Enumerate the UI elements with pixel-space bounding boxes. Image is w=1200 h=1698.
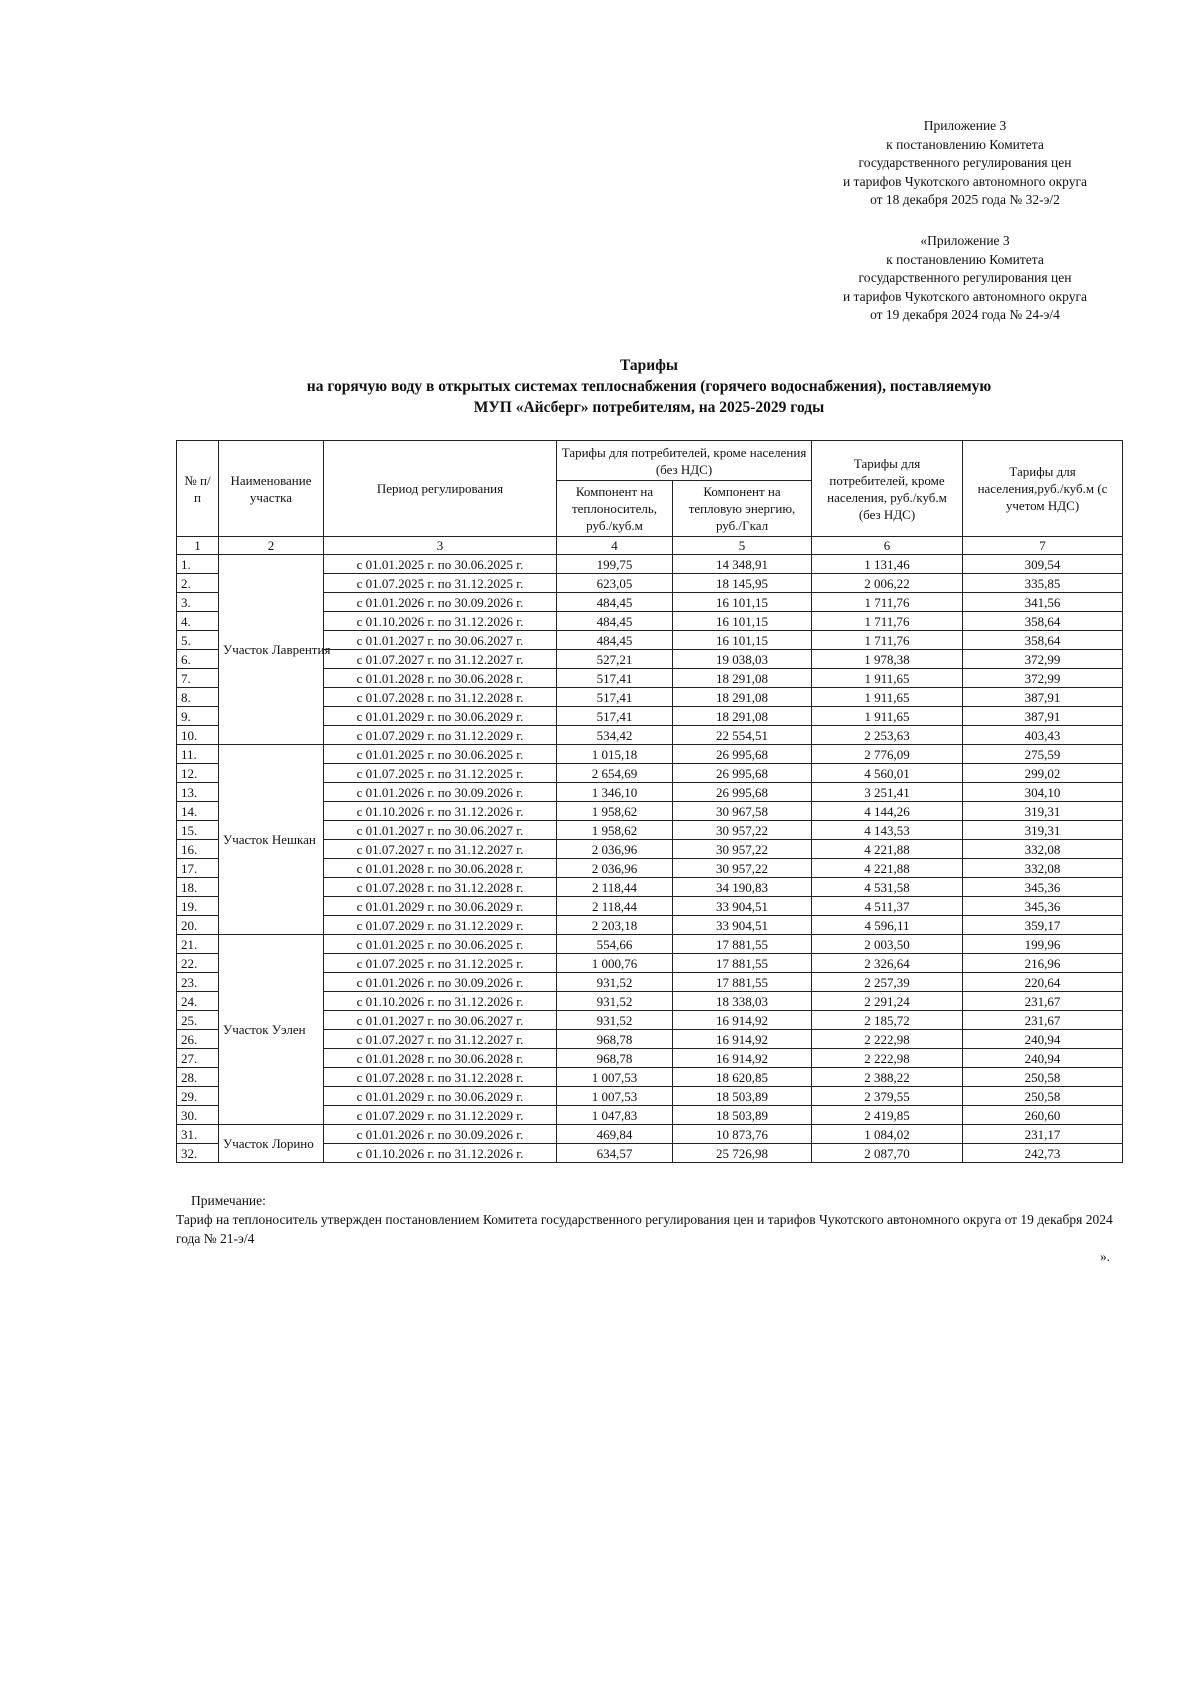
header-group: Тарифы для потребителей, кроме населения (без НДС) (557, 441, 812, 481)
consumers-cell: 2 776,09 (812, 745, 963, 764)
period-cell: с 01.01.2026 г. по 30.09.2026 г. (324, 973, 557, 992)
population-cell: 332,08 (963, 859, 1123, 878)
row-number: 5. (177, 631, 219, 650)
appendix-line: к постановлению Комитета (886, 136, 1044, 152)
carrier-cell: 554,66 (557, 935, 673, 954)
row-number: 24. (177, 992, 219, 1011)
population-cell: 387,91 (963, 688, 1123, 707)
population-cell: 332,08 (963, 840, 1123, 859)
title-line: на горячую воду в открытых системах теплоснабжения (горячего водоснабжения), поставляемую (306, 378, 992, 395)
title-line: МУП «Айсберг» потребителям, на 2025-2029 годы (473, 399, 825, 416)
row-number: 18. (177, 878, 219, 897)
consumers-cell: 2 291,24 (812, 992, 963, 1011)
energy-cell: 33 904,51 (673, 897, 812, 916)
carrier-cell: 1 015,18 (557, 745, 673, 764)
consumers-cell: 4 143,53 (812, 821, 963, 840)
appendix-line: и тарифов Чукотского автономного округа (842, 173, 1088, 189)
header-carrier: Компонент на теплоноситель, руб./куб.м (557, 481, 673, 537)
consumers-cell: 2 185,72 (812, 1011, 963, 1030)
row-number: 21. (177, 935, 219, 954)
population-cell: 319,31 (963, 821, 1123, 840)
carrier-cell: 1 007,53 (557, 1068, 673, 1087)
energy-cell: 33 904,51 (673, 916, 812, 935)
carrier-cell: 484,45 (557, 612, 673, 631)
energy-cell: 18 291,08 (673, 688, 812, 707)
consumers-cell: 2 388,22 (812, 1068, 963, 1087)
energy-cell: 16 101,15 (673, 593, 812, 612)
energy-cell: 10 873,76 (673, 1125, 812, 1144)
energy-cell: 14 348,91 (673, 555, 812, 574)
carrier-cell: 931,52 (557, 992, 673, 1011)
table-row (177, 555, 1123, 574)
population-cell: 216,96 (963, 954, 1123, 973)
energy-cell: 25 726,98 (673, 1144, 812, 1163)
row-number: 14. (177, 802, 219, 821)
period-cell: с 01.01.2029 г. по 30.06.2029 г. (324, 897, 557, 916)
consumers-cell: 4 596,11 (812, 916, 963, 935)
consumers-cell: 4 221,88 (812, 840, 963, 859)
row-number: 26. (177, 1030, 219, 1049)
period-cell: с 01.07.2029 г. по 31.12.2029 г. (324, 916, 557, 935)
consumers-cell: 4 531,58 (812, 878, 963, 897)
column-number: 1 (177, 537, 219, 555)
energy-cell: 17 881,55 (673, 935, 812, 954)
header-population: Тарифы для населения,руб./куб.м (с учетом НДС) (963, 441, 1123, 537)
population-cell: 387,91 (963, 707, 1123, 726)
period-cell: с 01.01.2027 г. по 30.06.2027 г. (324, 821, 557, 840)
header-energy: Компонент на тепловую энергию, руб./Гкал (673, 481, 812, 537)
consumers-cell: 2 419,85 (812, 1106, 963, 1125)
energy-cell: 16 914,92 (673, 1049, 812, 1068)
population-cell: 372,99 (963, 669, 1123, 688)
row-number: 4. (177, 612, 219, 631)
period-cell: с 01.01.2025 г. по 30.06.2025 г. (324, 745, 557, 764)
population-cell: 345,36 (963, 897, 1123, 916)
row-number: 22. (177, 954, 219, 973)
row-number: 6. (177, 650, 219, 669)
carrier-cell: 1 958,62 (557, 821, 673, 840)
period-cell: с 01.01.2025 г. по 30.06.2025 г. (324, 555, 557, 574)
period-cell: с 01.01.2028 г. по 30.06.2028 г. (324, 859, 557, 878)
period-cell: с 01.10.2026 г. по 31.12.2026 г. (324, 1144, 557, 1163)
column-number: 7 (963, 537, 1123, 555)
period-cell: с 01.01.2029 г. по 30.06.2029 г. (324, 707, 557, 726)
table-body (177, 555, 1123, 1163)
row-number: 27. (177, 1049, 219, 1068)
energy-cell: 26 995,68 (673, 783, 812, 802)
section-name: Участок Уэлен (219, 935, 324, 1125)
population-cell: 250,58 (963, 1068, 1123, 1087)
consumers-cell: 1 911,65 (812, 707, 963, 726)
population-cell: 231,67 (963, 992, 1123, 1011)
carrier-cell: 1 047,83 (557, 1106, 673, 1125)
column-number: 2 (219, 537, 324, 555)
energy-cell: 30 957,22 (673, 859, 812, 878)
carrier-cell: 968,78 (557, 1030, 673, 1049)
population-cell: 403,43 (963, 726, 1123, 745)
period-cell: с 01.10.2026 г. по 31.12.2026 г. (324, 612, 557, 631)
energy-cell: 30 957,22 (673, 840, 812, 859)
row-number: 2. (177, 574, 219, 593)
carrier-cell: 1 007,53 (557, 1087, 673, 1106)
appendix-current (820, 117, 1110, 210)
consumers-cell: 1 131,46 (812, 555, 963, 574)
column-number: 4 (557, 537, 673, 555)
row-number: 30. (177, 1106, 219, 1125)
population-cell: 220,64 (963, 973, 1123, 992)
header-consumers: Тарифы для потребителей, кроме населения, руб./куб.м (без НДС) (812, 441, 963, 537)
row-number: 1. (177, 555, 219, 574)
carrier-cell: 2 203,18 (557, 916, 673, 935)
energy-cell: 18 291,08 (673, 707, 812, 726)
consumers-cell: 1 978,38 (812, 650, 963, 669)
tariffs-table (176, 440, 1123, 1163)
consumers-cell: 1 711,76 (812, 631, 963, 650)
consumers-cell: 1 711,76 (812, 612, 963, 631)
period-cell: с 01.07.2025 г. по 31.12.2025 г. (324, 954, 557, 973)
appendix-line: государственного регулирования цен (858, 270, 1072, 285)
consumers-cell: 2 222,98 (812, 1030, 963, 1049)
consumers-cell: 2 379,55 (812, 1087, 963, 1106)
carrier-cell: 517,41 (557, 688, 673, 707)
carrier-cell: 517,41 (557, 669, 673, 688)
period-cell: с 01.10.2026 г. по 31.12.2026 г. (324, 992, 557, 1011)
period-cell: с 01.07.2027 г. по 31.12.2027 г. (324, 650, 557, 669)
carrier-cell: 1 000,76 (557, 954, 673, 973)
energy-cell: 16 914,92 (673, 1011, 812, 1030)
carrier-cell: 2 036,96 (557, 859, 673, 878)
appendix-line: Приложение 3 (923, 118, 1007, 133)
carrier-cell: 931,52 (557, 1011, 673, 1030)
energy-cell: 16 101,15 (673, 612, 812, 631)
population-cell: 231,17 (963, 1125, 1123, 1144)
row-number: 17. (177, 859, 219, 878)
population-cell: 358,64 (963, 612, 1123, 631)
row-number: 15. (177, 821, 219, 840)
energy-cell: 18 503,89 (673, 1087, 812, 1106)
period-cell: с 01.01.2028 г. по 30.06.2028 г. (324, 669, 557, 688)
period-cell: с 01.07.2027 г. по 31.12.2027 г. (324, 1030, 557, 1049)
note-text: Тариф на теплоноситель утвержден постановлением Комитета государственного регулирования цен и тарифов Чукотского автономного округа от 19 декабря 2024 года № 21-э/4 (176, 1212, 1113, 1246)
period-cell: с 01.07.2027 г. по 31.12.2027 г. (324, 840, 557, 859)
period-cell: с 01.07.2028 г. по 31.12.2028 г. (324, 1068, 557, 1087)
row-number: 28. (177, 1068, 219, 1087)
population-cell: 299,02 (963, 764, 1123, 783)
carrier-cell: 484,45 (557, 593, 673, 612)
period-cell: с 01.01.2025 г. по 30.06.2025 г. (324, 935, 557, 954)
section-name: Участок Лорино (219, 1125, 324, 1163)
population-cell: 240,94 (963, 1049, 1123, 1068)
row-number: 13. (177, 783, 219, 802)
energy-cell: 34 190,83 (673, 878, 812, 897)
energy-cell: 30 967,58 (673, 802, 812, 821)
section-name: Участок Лаврентия (219, 555, 324, 745)
consumers-cell: 4 511,37 (812, 897, 963, 916)
row-number: 25. (177, 1011, 219, 1030)
row-number: 16. (177, 840, 219, 859)
consumers-cell: 2 222,98 (812, 1049, 963, 1068)
carrier-cell: 469,84 (557, 1125, 673, 1144)
consumers-cell: 1 711,76 (812, 593, 963, 612)
appendix-line: государственного регулирования цен (858, 155, 1072, 170)
consumers-cell: 2 326,64 (812, 954, 963, 973)
population-cell: 199,96 (963, 935, 1123, 954)
period-cell: с 01.10.2026 г. по 31.12.2026 г. (324, 802, 557, 821)
population-cell: 242,73 (963, 1144, 1123, 1163)
carrier-cell: 484,45 (557, 631, 673, 650)
row-number: 29. (177, 1087, 219, 1106)
consumers-cell: 1 911,65 (812, 688, 963, 707)
column-number: 6 (812, 537, 963, 555)
population-cell: 231,67 (963, 1011, 1123, 1030)
consumers-cell: 2 257,39 (812, 973, 963, 992)
period-cell: с 01.01.2026 г. по 30.09.2026 г. (324, 1125, 557, 1144)
consumers-cell: 2 087,70 (812, 1144, 963, 1163)
energy-cell: 17 881,55 (673, 954, 812, 973)
carrier-cell: 199,75 (557, 555, 673, 574)
population-cell: 260,60 (963, 1106, 1123, 1125)
table-row (177, 745, 1123, 764)
population-cell: 319,31 (963, 802, 1123, 821)
section-name: Участок Нешкан (219, 745, 324, 935)
population-cell: 358,64 (963, 631, 1123, 650)
consumers-cell: 1 911,65 (812, 669, 963, 688)
carrier-cell: 1 958,62 (557, 802, 673, 821)
appendix-line: «Приложение 3 (920, 233, 1010, 248)
row-number: 32. (177, 1144, 219, 1163)
closing-quote: ». (1100, 1249, 1111, 1264)
table-row (177, 935, 1123, 954)
consumers-cell: 2 003,50 (812, 935, 963, 954)
carrier-cell: 2 118,44 (557, 897, 673, 916)
consumers-cell: 4 221,88 (812, 859, 963, 878)
energy-cell: 18 503,89 (673, 1106, 812, 1125)
carrier-cell: 1 346,10 (557, 783, 673, 802)
column-number: 5 (673, 537, 812, 555)
energy-cell: 18 338,03 (673, 992, 812, 1011)
population-cell: 304,10 (963, 783, 1123, 802)
energy-cell: 16 101,15 (673, 631, 812, 650)
carrier-cell: 2 118,44 (557, 878, 673, 897)
period-cell: с 01.01.2027 г. по 30.06.2027 г. (324, 631, 557, 650)
consumers-cell: 2 006,22 (812, 574, 963, 593)
appendix-line: от 18 декабря 2025 года № 32-э/2 (870, 192, 1060, 207)
period-cell: с 01.07.2025 г. по 31.12.2025 г. (324, 764, 557, 783)
carrier-cell: 968,78 (557, 1049, 673, 1068)
period-cell: с 01.01.2028 г. по 30.06.2028 г. (324, 1049, 557, 1068)
population-cell: 359,17 (963, 916, 1123, 935)
carrier-cell: 931,52 (557, 973, 673, 992)
carrier-cell: 634,57 (557, 1144, 673, 1163)
row-number: 12. (177, 764, 219, 783)
period-cell: с 01.07.2025 г. по 31.12.2025 г. (324, 574, 557, 593)
header-num: № п/п (177, 441, 219, 537)
row-number: 3. (177, 593, 219, 612)
header-section: Наименование участка (219, 441, 324, 537)
population-cell: 372,99 (963, 650, 1123, 669)
energy-cell: 26 995,68 (673, 745, 812, 764)
consumers-cell: 1 084,02 (812, 1125, 963, 1144)
row-number: 10. (177, 726, 219, 745)
appendix-original (820, 232, 1110, 325)
title-line: Тарифы (619, 357, 679, 374)
population-cell: 341,56 (963, 593, 1123, 612)
period-cell: с 01.01.2026 г. по 30.09.2026 г. (324, 783, 557, 802)
carrier-cell: 517,41 (557, 707, 673, 726)
energy-cell: 19 038,03 (673, 650, 812, 669)
carrier-cell: 2 036,96 (557, 840, 673, 859)
energy-cell: 30 957,22 (673, 821, 812, 840)
carrier-cell: 2 654,69 (557, 764, 673, 783)
appendix-line: от 19 декабря 2024 года № 24-э/4 (870, 307, 1060, 322)
table-row (177, 1125, 1123, 1144)
row-number: 23. (177, 973, 219, 992)
consumers-cell: 4 144,26 (812, 802, 963, 821)
energy-cell: 26 995,68 (673, 764, 812, 783)
note-title: Примечание: (191, 1193, 266, 1208)
population-cell: 250,58 (963, 1087, 1123, 1106)
population-cell: 335,85 (963, 574, 1123, 593)
appendix-line: к постановлению Комитета (886, 251, 1044, 267)
consumers-cell: 4 560,01 (812, 764, 963, 783)
carrier-cell: 534,42 (557, 726, 673, 745)
row-number: 9. (177, 707, 219, 726)
appendix-line: и тарифов Чукотского автономного округа (842, 288, 1088, 304)
period-cell: с 01.07.2028 г. по 31.12.2028 г. (324, 878, 557, 897)
period-cell: с 01.01.2029 г. по 30.06.2029 г. (324, 1087, 557, 1106)
document-title (176, 355, 1122, 418)
carrier-cell: 623,05 (557, 574, 673, 593)
column-numbers-row (177, 537, 1123, 555)
population-cell: 345,36 (963, 878, 1123, 897)
row-number: 11. (177, 745, 219, 764)
column-number: 3 (324, 537, 557, 555)
period-cell: с 01.07.2028 г. по 31.12.2028 г. (324, 688, 557, 707)
period-cell: с 01.07.2029 г. по 31.12.2029 г. (324, 1106, 557, 1125)
energy-cell: 18 291,08 (673, 669, 812, 688)
period-cell: с 01.07.2029 г. по 31.12.2029 г. (324, 726, 557, 745)
row-number: 20. (177, 916, 219, 935)
header-period: Период регулирования (324, 441, 557, 537)
carrier-cell: 527,21 (557, 650, 673, 669)
period-cell: с 01.01.2026 г. по 30.09.2026 г. (324, 593, 557, 612)
population-cell: 309,54 (963, 555, 1123, 574)
energy-cell: 22 554,51 (673, 726, 812, 745)
row-number: 8. (177, 688, 219, 707)
energy-cell: 16 914,92 (673, 1030, 812, 1049)
consumers-cell: 2 253,63 (812, 726, 963, 745)
energy-cell: 17 881,55 (673, 973, 812, 992)
energy-cell: 18 620,85 (673, 1068, 812, 1087)
consumers-cell: 3 251,41 (812, 783, 963, 802)
period-cell: с 01.01.2027 г. по 30.06.2027 г. (324, 1011, 557, 1030)
population-cell: 275,59 (963, 745, 1123, 764)
row-number: 31. (177, 1125, 219, 1144)
row-number: 7. (177, 669, 219, 688)
population-cell: 240,94 (963, 1030, 1123, 1049)
row-number: 19. (177, 897, 219, 916)
energy-cell: 18 145,95 (673, 574, 812, 593)
